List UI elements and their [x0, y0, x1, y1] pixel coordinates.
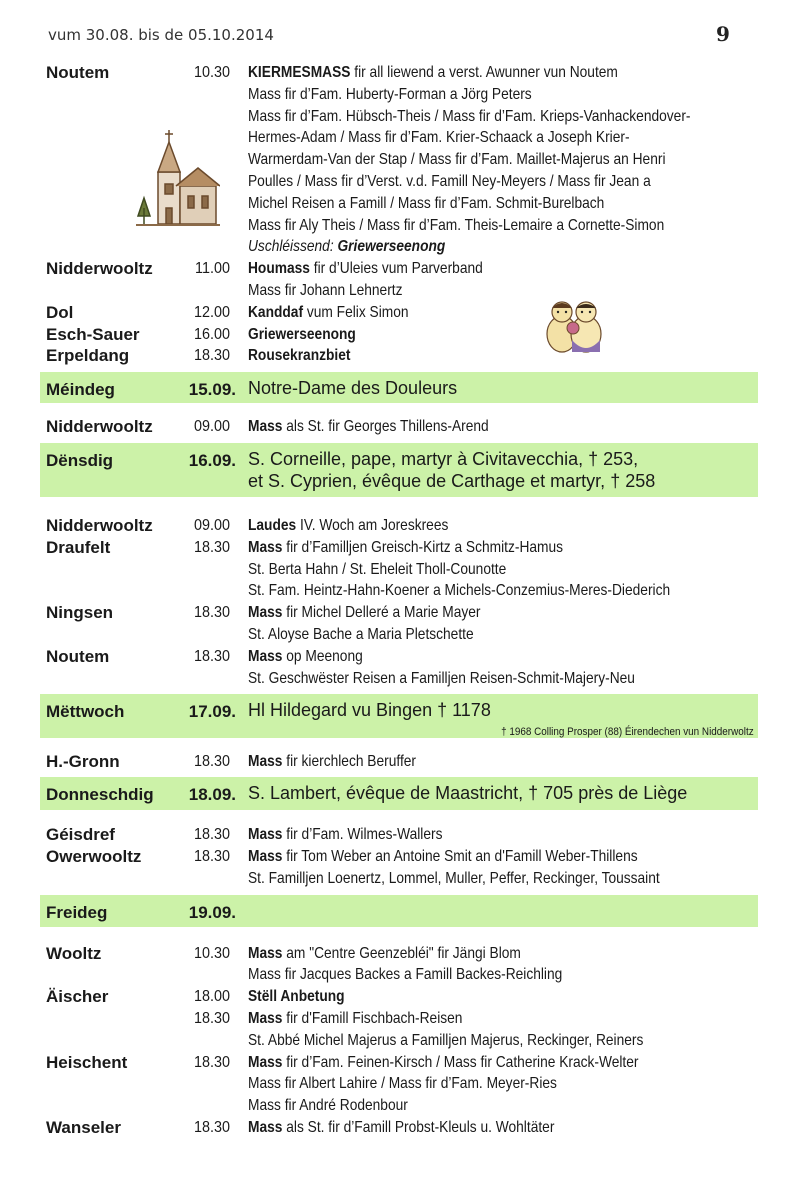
- intention-line: [248, 559, 506, 581]
- intention-text: St. Aloyse Bache a Maria Pletschette: [248, 626, 474, 643]
- church-illustration: [136, 124, 220, 228]
- service-type: Mass: [248, 1119, 283, 1136]
- intention-text: St. Fam. Heintz-Hahn-Koener a Michels-Conzemius-Meres-Diederich: [248, 582, 671, 600]
- day-band: [40, 443, 758, 497]
- day-band: [40, 777, 758, 810]
- feast-title: S. Corneille, pape, martyr à Civitavecchia, † 253,: [248, 449, 639, 469]
- intention-line: [248, 646, 363, 668]
- service-type: Mass: [248, 848, 283, 865]
- intention-text: Mass fir d’Fam. Hübsch-Theis / Mass fir d’Fam. Krieps-Vanhackendover-: [248, 107, 691, 125]
- day-name: Freideg: [46, 902, 108, 922]
- mass-time: 18.30: [193, 848, 230, 865]
- service-type: Mass: [248, 826, 283, 844]
- church-icon: [136, 130, 220, 225]
- mass-time: 18.30: [193, 604, 230, 622]
- note-label: Uschléissend:: [248, 238, 338, 256]
- intention-line: [248, 84, 532, 106]
- place-name: Géisdref: [46, 825, 115, 845]
- intention-line: [248, 258, 483, 280]
- feast-title: S. Lambert, évêque de Maastricht, † 705 près de Liège: [248, 783, 688, 804]
- mass-time: 18.30: [193, 826, 230, 844]
- intention-line: [248, 986, 345, 1008]
- intention-text: Mass fir Aly Theis / Mass fir d’Fam. Theis-Lemaire a Cornette-Simon: [248, 216, 665, 234]
- intention-text: fir d'Famill Fischbach-Reisen: [282, 1010, 463, 1027]
- intention-text: fir d’Familljen Greisch-Kirtz a Schmitz-Hamus: [282, 538, 564, 556]
- place-name: Owerwooltz: [46, 847, 142, 866]
- mass-time: 18.30: [193, 753, 230, 771]
- intention-line: [248, 193, 604, 215]
- intention-text: Hermes-Adam / Mass fir d’Fam. Krier-Schaack a Joseph Krier-: [248, 129, 630, 147]
- intention-line: [248, 824, 442, 846]
- couple-illustration: [540, 298, 606, 354]
- intention-line: [248, 1008, 462, 1030]
- intention-line: [248, 943, 521, 965]
- intention-line: [248, 1052, 638, 1074]
- mass-time: 09.00: [193, 418, 230, 436]
- service-type: Kanddaf: [248, 303, 304, 321]
- intention-text: St. Geschwëster Reisen a Familljen Reisen-Schmit-Majery-Neu: [248, 669, 635, 687]
- service-type: Mass: [248, 944, 283, 962]
- intention-text: fir d’Fam. Feinen-Kirsch / Mass fir Catherine Krack-Welter: [282, 1053, 639, 1071]
- place-name: Dol: [46, 302, 74, 322]
- intention-text: am "Centre Geenzebléi" fir Jängi Blom: [282, 944, 521, 962]
- intention-text: Michel Reisen a Famill / Mass fir d’Fam. Schmit-Burelbach: [248, 194, 605, 212]
- day-date: 17.09.: [188, 702, 236, 722]
- intention-line: [248, 171, 651, 193]
- mass-time: 18.30: [193, 347, 230, 365]
- service-type: Stëll Anbetung: [248, 988, 345, 1006]
- day-band: [40, 372, 758, 403]
- intention-line: [248, 106, 690, 128]
- day-date: 15.09.: [188, 380, 236, 400]
- intention-text: Warmerdam-Van der Stap / Mass fir d’Fam. Maillet-Majerus an Henri: [248, 151, 666, 169]
- intention-text: Mass fir d’Fam. Huberty-Forman a Jörg Peters: [248, 85, 532, 103]
- intention-line: [248, 1073, 557, 1095]
- day-name: Méindeg: [46, 380, 115, 400]
- service-type: Mass: [248, 418, 283, 436]
- service-type: Mass: [248, 1053, 283, 1071]
- intention-line: [248, 868, 660, 890]
- intention-text: fir kierchlech Beruffer: [282, 753, 417, 771]
- intention-line: [248, 537, 563, 559]
- note-service: Griewerseenong: [337, 238, 446, 256]
- service-type: Griewerseenong: [248, 325, 356, 343]
- place-name: Wooltz: [46, 943, 102, 963]
- place-name: Heischent: [46, 1052, 128, 1072]
- intention-line: [248, 964, 562, 986]
- intention-line: [248, 302, 409, 324]
- service-type: Mass: [248, 753, 283, 771]
- intention-text: fir all liewend a verst. Awunner vun Noutem: [350, 64, 618, 81]
- intention-text: St. Familljen Loenertz, Lommel, Muller, Peffer, Reckinger, Toussaint: [248, 869, 660, 887]
- intention-line: [248, 668, 635, 690]
- intention-text: IV. Woch am Joreskrees: [296, 517, 449, 534]
- page-number: 9: [716, 22, 730, 46]
- mass-time: 18.00: [193, 988, 230, 1006]
- day-band: [40, 694, 758, 738]
- intention-line: [248, 1095, 408, 1117]
- service-type: KIERMESMASS: [248, 64, 351, 81]
- intention-text: St. Abbé Michel Majerus a Familljen Majerus, Reckinger, Reiners: [248, 1031, 644, 1049]
- intention-line: [248, 62, 618, 84]
- mass-time: 10.30: [193, 944, 230, 962]
- mass-time: 18.30: [193, 1053, 230, 1071]
- intention-line: [248, 1117, 554, 1139]
- intention-line: [248, 127, 630, 149]
- mass-time: 18.30: [193, 647, 230, 665]
- intention-line: [248, 751, 416, 773]
- day-name: Donneschdig: [46, 785, 154, 805]
- intention-text: vum Felix Simon: [303, 303, 409, 321]
- day-band: [40, 895, 758, 927]
- intention-text: Mass fir Albert Lahire / Mass fir d’Fam. Meyer-Ries: [248, 1075, 557, 1093]
- service-type: Mass: [248, 604, 283, 622]
- place-name: H.-Gronn: [46, 752, 120, 772]
- intention-text: als St. fir Georges Thillens-Arend: [282, 418, 489, 436]
- intention-line: [248, 846, 638, 868]
- memorial-note: † 1968 Colling Prosper (88) Éirendechen vun Nidderwoltz: [501, 726, 754, 739]
- intention-text: fir d’Fam. Wilmes-Wallers: [282, 826, 443, 844]
- mass-time: 10.30: [193, 64, 230, 81]
- service-type: Mass: [248, 647, 283, 665]
- header-date-range: vum 30.08. bis de 05.10.2014: [48, 26, 274, 44]
- intention-line: [248, 515, 448, 537]
- place-name: Noutem: [46, 63, 110, 82]
- place-name: Äischer: [46, 987, 109, 1007]
- intention-text: Poulles / Mass fir d’Verst. v.d. Famill Ney-Meyers / Mass fir Jean a: [248, 173, 651, 190]
- service-type: Mass: [248, 1010, 283, 1027]
- place-name: Draufelt: [46, 537, 111, 557]
- day-date: 19.09.: [188, 902, 236, 922]
- feast-title: Hl Hildegard vu Bingen † 1178: [248, 700, 491, 721]
- couple-icon: [547, 302, 601, 352]
- intention-line: [248, 345, 350, 367]
- day-name: Dënsdig: [46, 451, 114, 470]
- mass-time: 18.30: [193, 538, 230, 556]
- mass-time: 11.00: [195, 260, 230, 278]
- feast-title: et S. Cyprien, évêque de Carthage et martyr, † 258: [248, 471, 656, 491]
- place-name: Nidderwooltz: [46, 417, 153, 437]
- place-name: Nidderwooltz: [46, 259, 153, 279]
- service-type: Rousekranzbiet: [248, 347, 351, 365]
- intention-line: [248, 324, 356, 346]
- intention-text: St. Berta Hahn / St. Eheleit Tholl-Counotte: [248, 560, 507, 578]
- service-type: Houmass: [248, 260, 310, 278]
- intention-line: [248, 236, 445, 258]
- place-name: Esch-Sauer: [46, 324, 140, 344]
- intention-line: [248, 215, 664, 237]
- intention-text: fir Tom Weber an Antoine Smit an d'Famill Weber-Thillens: [282, 848, 638, 865]
- mass-time: 18.30: [193, 1010, 230, 1027]
- intention-line: [248, 1030, 643, 1052]
- intention-text: Mass fir André Rodenbour: [248, 1097, 408, 1115]
- intention-line: [248, 580, 670, 602]
- intention-line: [248, 149, 666, 171]
- place-name: Wanseler: [46, 1118, 121, 1137]
- place-name: Ningsen: [46, 603, 114, 623]
- mass-time: 16.00: [193, 325, 230, 343]
- mass-time: 09.00: [193, 517, 230, 534]
- intention-text: op Meenong: [282, 647, 363, 665]
- intention-text: fir Michel Delleré a Marie Mayer: [282, 604, 481, 622]
- mass-time: 18.30: [193, 1119, 230, 1136]
- place-name: Erpeldang: [46, 346, 130, 366]
- service-type: Mass: [248, 538, 283, 556]
- intention-text: Mass fir Jacques Backes a Famill Backes-Reichling: [248, 966, 563, 984]
- intention-text: als St. fir d’Famill Probst-Kleuls u. Wohltäter: [282, 1119, 555, 1136]
- day-date: 16.09.: [188, 451, 236, 470]
- service-type: Laudes: [248, 517, 297, 534]
- intention-text: fir d’Uleies vum Parverband: [309, 260, 483, 278]
- intention-line: [248, 280, 403, 302]
- day-date: 18.09.: [188, 785, 236, 805]
- intention-line: [248, 624, 474, 646]
- place-name: Noutem: [46, 646, 110, 666]
- mass-time: 12.00: [193, 303, 230, 321]
- day-name: Mëttwoch: [46, 702, 125, 722]
- intention-line: [248, 602, 480, 624]
- intention-text: Mass fir Johann Lehnertz: [248, 282, 403, 299]
- feast-title: Notre-Dame des Douleurs: [248, 378, 458, 399]
- intention-line: [248, 416, 489, 438]
- place-name: Nidderwooltz: [46, 516, 153, 535]
